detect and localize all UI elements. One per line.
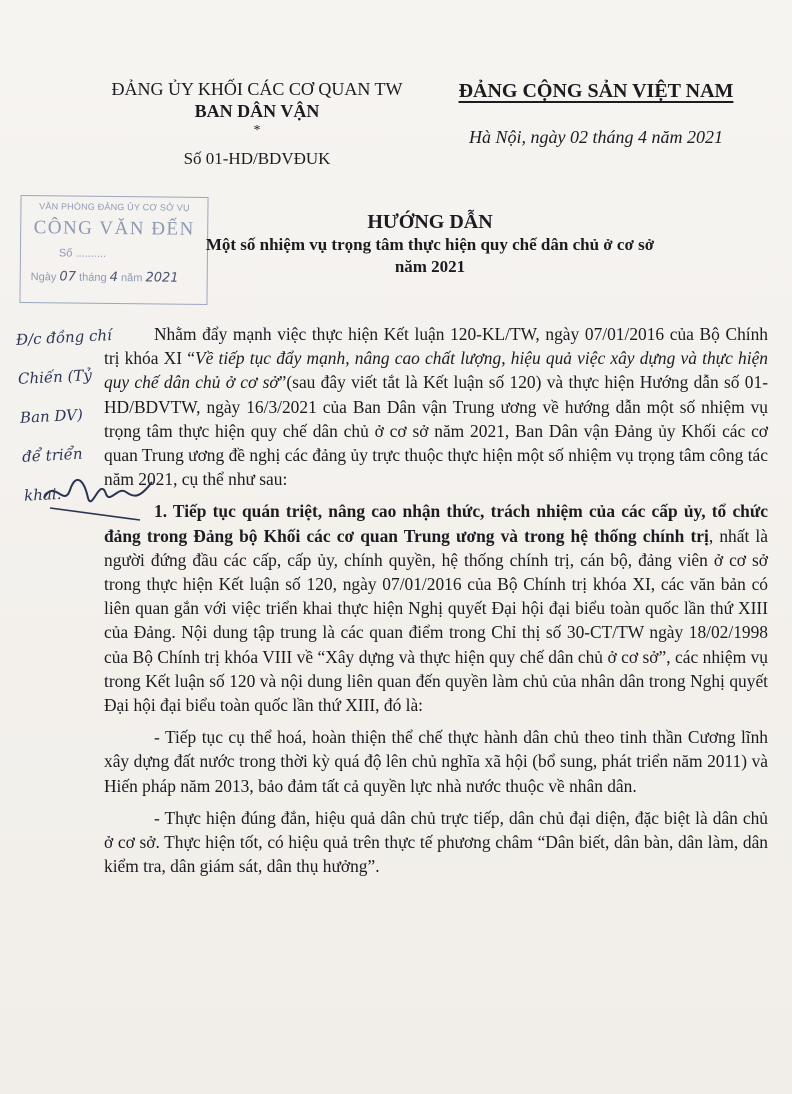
stamp-date-prefix: Ngày [30,271,57,284]
org-name: ĐẢNG ỦY KHỐI CÁC CƠ QUAN TW [111,79,403,99]
section-1-heading: 1. Tiếp tục quán triệt, nâng cao nhận thức, trách nhiệm của các cấp ủy, tổ chức đảng trong Đảng bộ Khối các cơ quan Trung ương và trong hệ thống chính trị [104,501,768,546]
stamp-number: Số .......... [58,247,107,260]
stamp-date-month: 4 [109,269,119,286]
section-1-text: , nhất là người đứng đầu các cấp, cấp ủy, chính quyền, hệ thống chính trị, cán bộ, đảng viên ở cơ sở trong thực hiện Kết luận số 120, ngày 07/01/2016 của Bộ Chính trị khóa XI, các văn bản có liên quan gắn với việc triển khai thực hiện Nghị quyết Đại hội đại biểu toàn quốc lần thứ XIII của Đảng. Nội dung tập trung là các quan điểm trong Chỉ thị số 30-CT/TW ngày 18/02/1998 của Bộ Chính trị khóa VIII về “Xây dựng và thực hiện quy chế dân chủ ở cơ sở”, các nhiệm vụ trong Kết luận số 120 và nội dung liên quan đến quyền làm chủ của nhân dân trong Nghị quyết Đại hội đại biểu toàn quốc lần thứ XIII, đó là: [104,525,768,716]
stamp-date-year: 2021 [145,270,179,286]
stamp-title: CÔNG VĂN ĐẾN [33,217,195,240]
conclusion-title-italic: Về tiếp tục đẩy mạnh, nâng cao chất lượng, hiệu quả việc xây dựng và thực hiện quy chế dân chủ ở cơ sở [104,348,768,393]
paragraph-section-1 [104,499,768,717]
stamp-office: VĂN PHÒNG ĐẢNG ỦY CƠ SỞ VỤ [39,201,190,213]
party-header [446,80,746,148]
intro-text-b: ”(sau đây viết tắt là Kết luận số 120) và thực hiện Hướng dẫn số 01-HD/BDVTW, ngày 16/3/2021 của Ban Dân vận Trung ương về hướng dẫn một số nhiệm vụ trọng tâm thực hiện quy chế dân chủ ở cơ sở năm 2021, Ban Dân vận Đảng ủy Khối các cơ quan Trung ương đề nghị các đảng ủy trực thuộc thực hiện một số nhiệm vụ trọng tâm công tác năm 2021, cụ thể như sau: [104,372,768,490]
handwritten-line: Đ/c đồng chí [15,325,113,349]
stamp-date-day: 07 [59,269,77,285]
document-year: năm 2021 [394,257,466,276]
stamp-date-mid: tháng [79,271,107,284]
document-body [104,322,768,878]
paragraph-intro [104,322,768,491]
handwritten-line: Ban DV) [19,405,84,427]
document-subtitle: Một số nhiệm vụ trọng tâm thực hiện quy chế dân chủ ở cơ sở [205,235,655,254]
separator-star: * [253,123,261,138]
document-title-block [170,210,690,278]
handwritten-line: khai. [23,484,62,505]
intro-text-a: Nhằm đẩy mạnh việc thực hiện Kết luận 120-KL/TW, ngày 07/01/2016 của Bộ Chính trị khóa XI “ [104,324,768,369]
party-name: ĐẢNG CỘNG SẢN VIỆT NAM [458,80,734,102]
paragraph-bullet-1: - Tiếp tục cụ thể hoá, hoàn thiện thể chế thực hành dân chủ theo tinh thần Cương lĩnh xây dựng đất nước trong thời kỳ quá độ lên chủ nghĩa xã hội (bổ sung, phát triển năm 2011) và Hiến pháp năm 2013, bảo đảm tất cả quyền lực nhà nước thuộc về nhân dân. [104,727,768,796]
stamp-date-year-label: năm [120,272,143,285]
document-number: Số 01-HD/BDVĐUK [183,149,331,168]
dept-name: BAN DÂN VẬN [194,101,320,121]
handwritten-line: Chiến (Tỷ [17,366,93,388]
issue-date: Hà Nội, ngày 02 tháng 4 năm 2021 [469,127,723,147]
paragraph-bullet-2: - Thực hiện đúng đắn, hiệu quả dân chủ trực tiếp, dân chủ đại diện, đặc biệt là dân chủ ở cơ sở. Thực hiện tốt, có hiệu quả trên thực tế phương châm “Dân biết, dân bàn, dân làm, dân kiểm tra, dân giám sát, dân thụ hưởng”. [104,807,768,877]
issuing-authority [92,78,422,170]
handwritten-line: để triển [21,444,83,466]
document-title: HƯỚNG DẪN [367,211,493,233]
